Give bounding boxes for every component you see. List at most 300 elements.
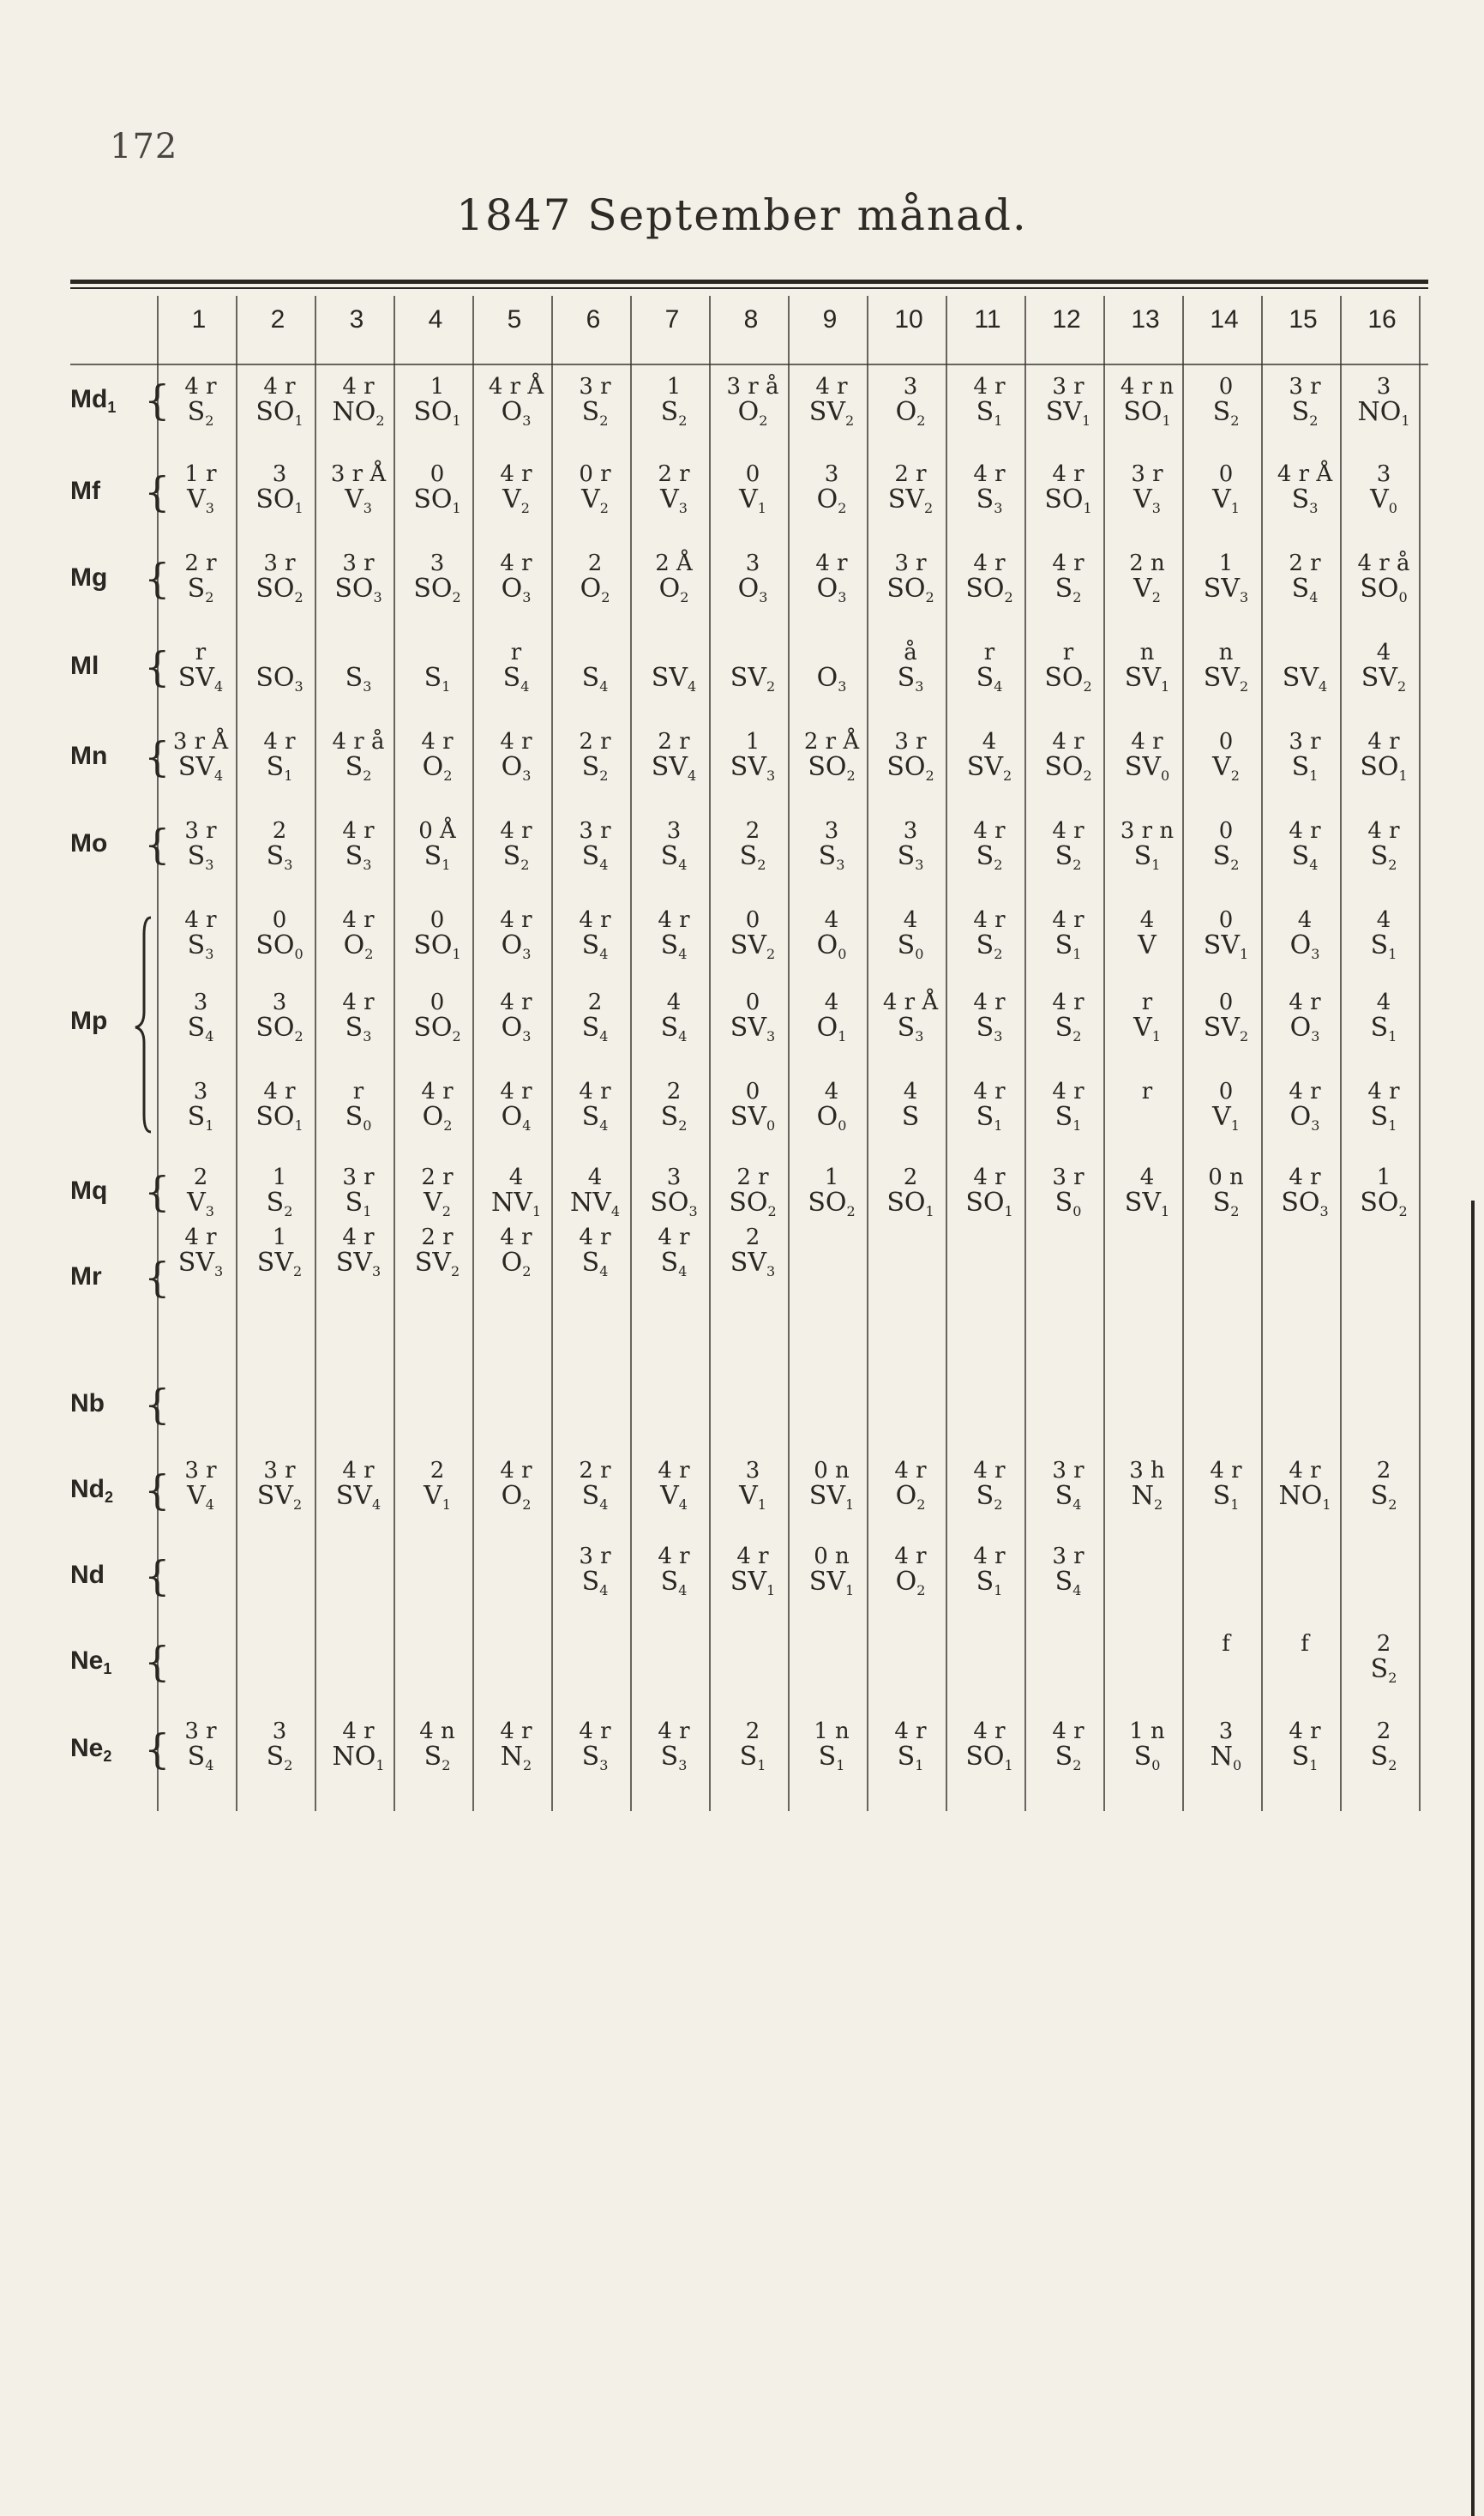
cell-cloud-code: 0: [745, 461, 760, 487]
cell-cloud-code: 0: [1218, 729, 1234, 755]
cell-wind-code: $S_4$: [581, 841, 609, 873]
cell-cloud-code: 4 r: [973, 1079, 1006, 1105]
table-cell: [873, 1544, 948, 1598]
row-label-text: Mq: [70, 1177, 108, 1205]
table-cell: [242, 1225, 317, 1279]
table-cell: [715, 1718, 790, 1773]
table-cell: [1188, 461, 1264, 516]
table-cell: [163, 990, 238, 1044]
table-cell: [636, 729, 712, 784]
cell-wind-code: $S_1$: [897, 1742, 924, 1773]
table-cell: [478, 461, 554, 516]
table-cell: [400, 374, 475, 429]
table-cell: [321, 818, 396, 873]
table-cell: [952, 818, 1027, 873]
table-cell: [557, 907, 633, 962]
cell-wind-code: $S_2$: [1212, 1188, 1240, 1219]
cell-wind-code: $SV_3$: [730, 1013, 776, 1044]
cell-cloud-code: 3: [272, 990, 287, 1015]
table-cell: [1109, 1079, 1185, 1130]
table-cell: [1188, 907, 1264, 962]
cell-cloud-code: 3: [430, 551, 445, 576]
table-cell: [873, 551, 948, 605]
table-cell: [478, 374, 554, 429]
table-cell: [1346, 729, 1421, 784]
cell-cloud-code: 4 r: [263, 729, 296, 755]
cell-wind-code: $S_2$: [345, 752, 372, 784]
row-brace: {: [144, 643, 171, 691]
row-label: [70, 385, 116, 417]
table-cell: [1030, 1544, 1106, 1598]
cell-cloud-code: 3 r: [1052, 374, 1084, 400]
cell-cloud-code: 4 r: [342, 907, 375, 933]
table-cell: [242, 1544, 317, 1595]
table-cell: [715, 729, 790, 784]
cell-cloud-code: [1030, 1631, 1106, 1657]
cell-cloud-code: 4 r: [1052, 729, 1084, 755]
cell-wind-code: [400, 1657, 475, 1682]
cell-wind-code: $SO_1$: [965, 1742, 1013, 1773]
cell-wind-code: $V_2$: [1133, 574, 1161, 605]
table-cell: [478, 990, 554, 1044]
cell-cloud-code: 4 r: [973, 461, 1006, 487]
cell-cloud-code: [242, 640, 317, 665]
cell-wind-code: $S_2$: [187, 574, 214, 605]
cell-wind-code: $S_4$: [660, 1013, 688, 1044]
table-cell: [1188, 1631, 1264, 1682]
cell-cloud-code: 0: [1218, 907, 1234, 933]
table-cell: [163, 1544, 238, 1595]
cell-wind-code: $SO_1$: [255, 1102, 303, 1134]
cell-wind-code: $S_3$: [976, 1013, 1003, 1044]
table-cell: [163, 1718, 238, 1773]
cell-wind-code: $SO_3$: [255, 663, 303, 695]
table-cell: [1346, 1631, 1421, 1686]
cell-cloud-code: 0 n: [814, 1544, 850, 1569]
table-cell: [1188, 551, 1264, 605]
row-label-text: Mg: [70, 563, 108, 592]
cell-wind-code: $SV_0$: [1124, 752, 1170, 784]
table-cell: [636, 1225, 712, 1279]
table-cell: [952, 1458, 1027, 1513]
cell-wind-code: $S_3$: [897, 1013, 924, 1044]
cell-wind-code: $SV_3$: [730, 752, 776, 784]
cell-cloud-code: 4 r: [736, 1544, 769, 1569]
cell-wind-code: $SO_2$: [886, 574, 934, 605]
row-label-text: Mp: [70, 1007, 108, 1035]
cell-wind-code: $SV_1$: [1124, 663, 1170, 695]
cell-cloud-code: 3 r: [184, 1458, 217, 1484]
cell-wind-code: $S_2$: [976, 1481, 1003, 1513]
cell-wind-code: $S_1$: [1054, 930, 1082, 962]
table-cell: [636, 818, 712, 873]
cell-wind-code: $S_2$: [739, 841, 766, 873]
cell-wind-code: [1109, 1105, 1185, 1130]
table-cell: [557, 1225, 633, 1279]
cell-cloud-code: 4 r n: [1120, 374, 1175, 400]
table-cell: [557, 1544, 633, 1598]
cell-cloud-code: 4 r: [1289, 1165, 1321, 1190]
row-label-text: Mo: [70, 829, 108, 858]
cell-cloud-code: 4 r: [973, 1718, 1006, 1744]
table-cell: [715, 990, 790, 1044]
cell-cloud-code: 4 r: [184, 907, 217, 933]
cell-wind-code: $S_2$: [976, 930, 1003, 962]
cell-cloud-code: 0: [1218, 818, 1234, 844]
cell-wind-code: $S_4$: [502, 663, 530, 695]
table-cell: [715, 1631, 790, 1682]
cell-cloud-code: 3: [1218, 1718, 1234, 1744]
cell-cloud-code: 3 r: [184, 1718, 217, 1744]
cell-cloud-code: 4 r: [342, 1458, 375, 1484]
cell-cloud-code: 4 r: [894, 1718, 927, 1744]
cell-wind-code: [400, 1569, 475, 1595]
row-brace: {: [144, 1381, 171, 1429]
table-cell: [478, 729, 554, 784]
cell-cloud-code: 3: [272, 1718, 287, 1744]
cell-cloud-code: 0: [430, 461, 445, 487]
table-cell: [321, 1225, 396, 1279]
column-header: 15: [1289, 305, 1318, 334]
cell-cloud-code: 4 r: [579, 1079, 611, 1105]
table-cell: [557, 990, 633, 1044]
table-cell: [1109, 1458, 1185, 1513]
table-cell: [557, 1458, 633, 1513]
table-cell: [1030, 907, 1106, 962]
cell-cloud-code: 3 h: [1129, 1458, 1165, 1484]
cell-cloud-code: 4 r: [815, 551, 848, 576]
cell-wind-code: $S_1$: [1291, 752, 1319, 784]
cell-cloud-code: 4 r Å: [882, 990, 939, 1015]
cell-wind-code: [1030, 1657, 1106, 1682]
table-cell: [557, 818, 633, 873]
table-cell: [1109, 990, 1185, 1044]
row-label: [70, 1734, 111, 1766]
cell-wind-code: $S_1$: [976, 1567, 1003, 1598]
row-brace: {: [144, 1552, 171, 1600]
table-cell: [400, 1544, 475, 1595]
table-cell: [400, 1631, 475, 1682]
row-label-text: Nb: [70, 1389, 105, 1418]
cell-wind-code: [321, 1657, 396, 1682]
table-cell: [163, 1458, 238, 1513]
table-cell: [1109, 729, 1185, 784]
table-cell: [321, 374, 396, 429]
table-cell: [321, 1544, 396, 1595]
table-cell: [478, 1165, 554, 1219]
table-cell: [794, 907, 869, 962]
table-cell: [321, 1458, 396, 1513]
cell-cloud-code: 3 r: [579, 374, 611, 400]
cell-wind-code: $S_2$: [1370, 841, 1397, 873]
cell-wind-code: $SV_1$: [1203, 930, 1249, 962]
table-cell: [1346, 1718, 1421, 1773]
table-cell: [1267, 1079, 1343, 1134]
table-cell: [1109, 1544, 1185, 1595]
table-cell: [873, 640, 948, 695]
row-label-text: Ne: [70, 1734, 104, 1762]
cell-cloud-code: 3 r: [342, 1165, 375, 1190]
table-cell: [873, 374, 948, 429]
cell-cloud-code: 4: [1376, 907, 1391, 933]
column-header: 12: [1052, 305, 1081, 334]
row-label: [70, 829, 107, 858]
cell-cloud-code: 4 r: [342, 818, 375, 844]
cell-cloud-code: [952, 1631, 1027, 1657]
cell-cloud-code: 3: [666, 1165, 682, 1190]
table-cell: [478, 1718, 554, 1773]
table-cell: [1346, 1225, 1421, 1276]
table-cell: [557, 1165, 633, 1219]
table-cell: [242, 1718, 317, 1773]
cell-cloud-code: 4 r: [579, 907, 611, 933]
table-cell: [1267, 990, 1343, 1044]
cell-wind-code: $S_2$: [660, 1102, 688, 1134]
cell-wind-code: $O_2$: [422, 1102, 453, 1134]
cell-wind-code: $SV_0$: [730, 1102, 776, 1134]
cell-cloud-code: 0 r: [579, 461, 611, 487]
cell-cloud-code: 3: [1376, 461, 1391, 487]
row-brace: {: [144, 1168, 171, 1216]
table-cell: [1188, 1544, 1264, 1595]
table-cell: [873, 1079, 948, 1130]
table-cell: [1346, 818, 1421, 873]
table-cell: [242, 990, 317, 1044]
table-cell: [794, 1225, 869, 1276]
cell-cloud-code: 4 r: [1052, 818, 1084, 844]
cell-cloud-code: 4 r: [815, 374, 848, 400]
cell-wind-code: $O_3$: [501, 930, 532, 962]
cell-wind-code: $V_1$: [1212, 485, 1240, 516]
table-cell: [1188, 990, 1264, 1044]
table-cell: [952, 461, 1027, 516]
cell-cloud-code: 4 r: [342, 374, 375, 400]
cell-cloud-code: [794, 1631, 869, 1657]
cell-wind-code: $V_3$: [660, 485, 688, 516]
table-cell: [873, 990, 948, 1044]
cell-cloud-code: [163, 1544, 238, 1569]
table-cell: [1109, 818, 1185, 873]
cell-cloud-code: 0: [430, 990, 445, 1015]
cell-cloud-code: 0: [745, 1079, 760, 1105]
cell-cloud-code: 4 r: [1289, 1079, 1321, 1105]
cell-cloud-code: 4 r: [973, 818, 1006, 844]
cell-cloud-code: 4 r: [342, 1718, 375, 1744]
cell-cloud-code: 4 r: [894, 1458, 927, 1484]
table-cell: [478, 1631, 554, 1682]
cell-cloud-code: 0: [430, 907, 445, 933]
cell-wind-code: $S_1$: [976, 397, 1003, 429]
cell-wind-code: $S_0$: [345, 1102, 372, 1134]
cell-wind-code: $SV_2$: [730, 930, 776, 962]
cell-cloud-code: [873, 1225, 948, 1250]
cell-cloud-code: [163, 1631, 238, 1657]
cell-wind-code: $V_1$: [739, 485, 766, 516]
table-cell: [1346, 461, 1421, 516]
table-cell: [952, 551, 1027, 605]
cell-cloud-code: 3 r: [1289, 374, 1321, 400]
table-cell: [478, 640, 554, 695]
table-cell: [1267, 640, 1343, 695]
cell-cloud-code: 4 r: [500, 1225, 532, 1250]
table-cell: [1109, 907, 1185, 959]
cell-wind-code: [952, 1250, 1027, 1276]
table-cell: [242, 640, 317, 695]
row-label-subscript: 1: [107, 399, 117, 416]
cell-wind-code: $S_1$: [187, 1102, 214, 1134]
cell-wind-code: $O_3$: [501, 574, 532, 605]
cell-wind-code: $S_3$: [345, 663, 372, 695]
table-cell: [952, 374, 1027, 429]
table-cell: [242, 551, 317, 605]
table-cell: [952, 1225, 1027, 1276]
table-cell: [952, 907, 1027, 962]
cell-wind-code: $V_2$: [581, 485, 609, 516]
table-cell: [873, 907, 948, 962]
cell-wind-code: $SO_2$: [808, 1188, 856, 1219]
table-cell: [794, 990, 869, 1044]
cell-cloud-code: n: [1218, 640, 1234, 665]
cell-wind-code: $S_3$: [187, 841, 214, 873]
table-cell: [1030, 1165, 1106, 1219]
cell-wind-code: $SV_3$: [730, 1248, 776, 1279]
cell-cloud-code: 3 r: [342, 551, 375, 576]
cell-wind-code: $V_1$: [1133, 1013, 1161, 1044]
cell-cloud-code: 4 n: [419, 1718, 455, 1744]
table-cell: [1346, 640, 1421, 695]
table-cell: [794, 1079, 869, 1134]
cell-wind-code: $SV_2$: [808, 397, 855, 429]
table-cell: [1346, 990, 1421, 1044]
cell-wind-code: $O_2$: [580, 574, 610, 605]
table-cell: [242, 818, 317, 873]
cell-wind-code: $N_2$: [500, 1742, 532, 1773]
cell-cloud-code: 4 r: [973, 551, 1006, 576]
table-cell: [400, 640, 475, 695]
table-cell: [794, 374, 869, 429]
table-cell: [242, 461, 317, 516]
cell-wind-code: $S_4$: [1291, 841, 1319, 873]
cell-wind-code: $V_1$: [424, 1481, 451, 1513]
cell-cloud-code: r: [983, 640, 995, 665]
table-cell: [1109, 1225, 1185, 1276]
table-cell: [952, 729, 1027, 784]
cell-wind-code: $S_2$: [1212, 841, 1240, 873]
cell-cloud-code: 2: [193, 1165, 208, 1190]
cell-cloud-code: 4 r: [658, 1225, 690, 1250]
cell-cloud-code: 2 n: [1129, 551, 1165, 576]
cell-wind-code: $NO_2$: [332, 397, 385, 429]
cell-wind-code: $S_4$: [660, 1248, 688, 1279]
cell-wind-code: $SO_2$: [965, 574, 1013, 605]
table-cell: [321, 461, 396, 516]
cell-cloud-code: 4 r: [421, 1079, 454, 1105]
cell-wind-code: $SO_1$: [413, 485, 461, 516]
cell-cloud-code: n: [1139, 640, 1155, 665]
cell-cloud-code: 4 r: [579, 1718, 611, 1744]
cell-wind-code: $SV_4$: [1282, 663, 1328, 695]
cell-wind-code: $O_2$: [895, 1567, 926, 1598]
table-cell: [1188, 1458, 1264, 1513]
table-cell: [1030, 461, 1106, 516]
cell-wind-code: [242, 1569, 317, 1595]
table-cell: [1267, 374, 1343, 429]
table-cell: [1030, 374, 1106, 429]
cell-wind-code: $V_3$: [1133, 485, 1161, 516]
cell-wind-code: $S_4$: [1291, 574, 1319, 605]
column-header: 9: [822, 305, 838, 334]
cell-cloud-code: [715, 1631, 790, 1657]
table-cell: [715, 1225, 790, 1279]
cell-wind-code: $SV_3$: [1203, 574, 1249, 605]
cell-wind-code: $S_2$: [1370, 1481, 1397, 1513]
table-cell: [321, 990, 396, 1044]
cell-wind-code: $S_1$: [345, 1188, 372, 1219]
table-cell: [400, 1458, 475, 1513]
cell-wind-code: $S_4$: [187, 1742, 214, 1773]
row-label-text: Ml: [70, 652, 99, 680]
cell-wind-code: $SV_2$: [256, 1481, 303, 1513]
cell-cloud-code: 4 r: [1210, 1458, 1242, 1484]
cell-cloud-code: 4 r: [658, 1718, 690, 1744]
cell-cloud-code: [400, 1544, 475, 1569]
table-cell: [478, 818, 554, 873]
cell-cloud-code: [478, 1631, 554, 1657]
table-cell: [163, 551, 238, 605]
table-cell: [794, 729, 869, 784]
cell-wind-code: $SV_2$: [966, 752, 1012, 784]
cell-cloud-code: 4 r: [500, 818, 532, 844]
cell-wind-code: $S_2$: [424, 1742, 451, 1773]
column-header: 14: [1210, 305, 1239, 334]
cell-cloud-code: 4 r: [1289, 1718, 1321, 1744]
cell-wind-code: $SO_2$: [255, 1013, 303, 1044]
cell-cloud-code: 2: [587, 551, 603, 576]
table-cell: [1267, 551, 1343, 605]
table-cell: [163, 374, 238, 429]
cell-cloud-code: 1: [1376, 1165, 1391, 1190]
table-cell: [1030, 551, 1106, 605]
cell-wind-code: $SO_0$: [1360, 574, 1408, 605]
table-cell: [952, 1165, 1027, 1219]
table-cell: [400, 1079, 475, 1134]
cell-cloud-code: 4 r: [500, 1079, 532, 1105]
cell-wind-code: $S_3$: [897, 663, 924, 695]
table-cell: [873, 1165, 948, 1219]
cell-wind-code: $S_3$: [818, 841, 845, 873]
cell-wind-code: $SV_3$: [335, 1248, 382, 1279]
cell-wind-code: $S_0$: [1133, 1742, 1161, 1773]
cell-cloud-code: 4 r: [658, 1544, 690, 1569]
cell-wind-code: [1109, 1250, 1185, 1276]
table-cell: [242, 374, 317, 429]
table-cell: [952, 990, 1027, 1044]
cell-cloud-code: [636, 640, 712, 665]
cell-wind-code: $S_1$: [1212, 1481, 1240, 1513]
cell-cloud-code: 2 r: [579, 729, 611, 755]
cell-wind-code: $SV_3$: [177, 1248, 224, 1279]
cell-cloud-code: 2: [745, 1718, 760, 1744]
cell-wind-code: $SO_1$: [886, 1188, 934, 1219]
cell-cloud-code: r: [510, 640, 522, 665]
table-cell: [1267, 461, 1343, 516]
cell-cloud-code: 2 r: [736, 1165, 769, 1190]
cell-cloud-code: 4 r Å: [1277, 461, 1333, 487]
cell-cloud-code: [1267, 640, 1343, 665]
table-cell: [242, 1079, 317, 1134]
cell-cloud-code: 4 r: [973, 990, 1006, 1015]
cell-cloud-code: å: [904, 640, 917, 665]
